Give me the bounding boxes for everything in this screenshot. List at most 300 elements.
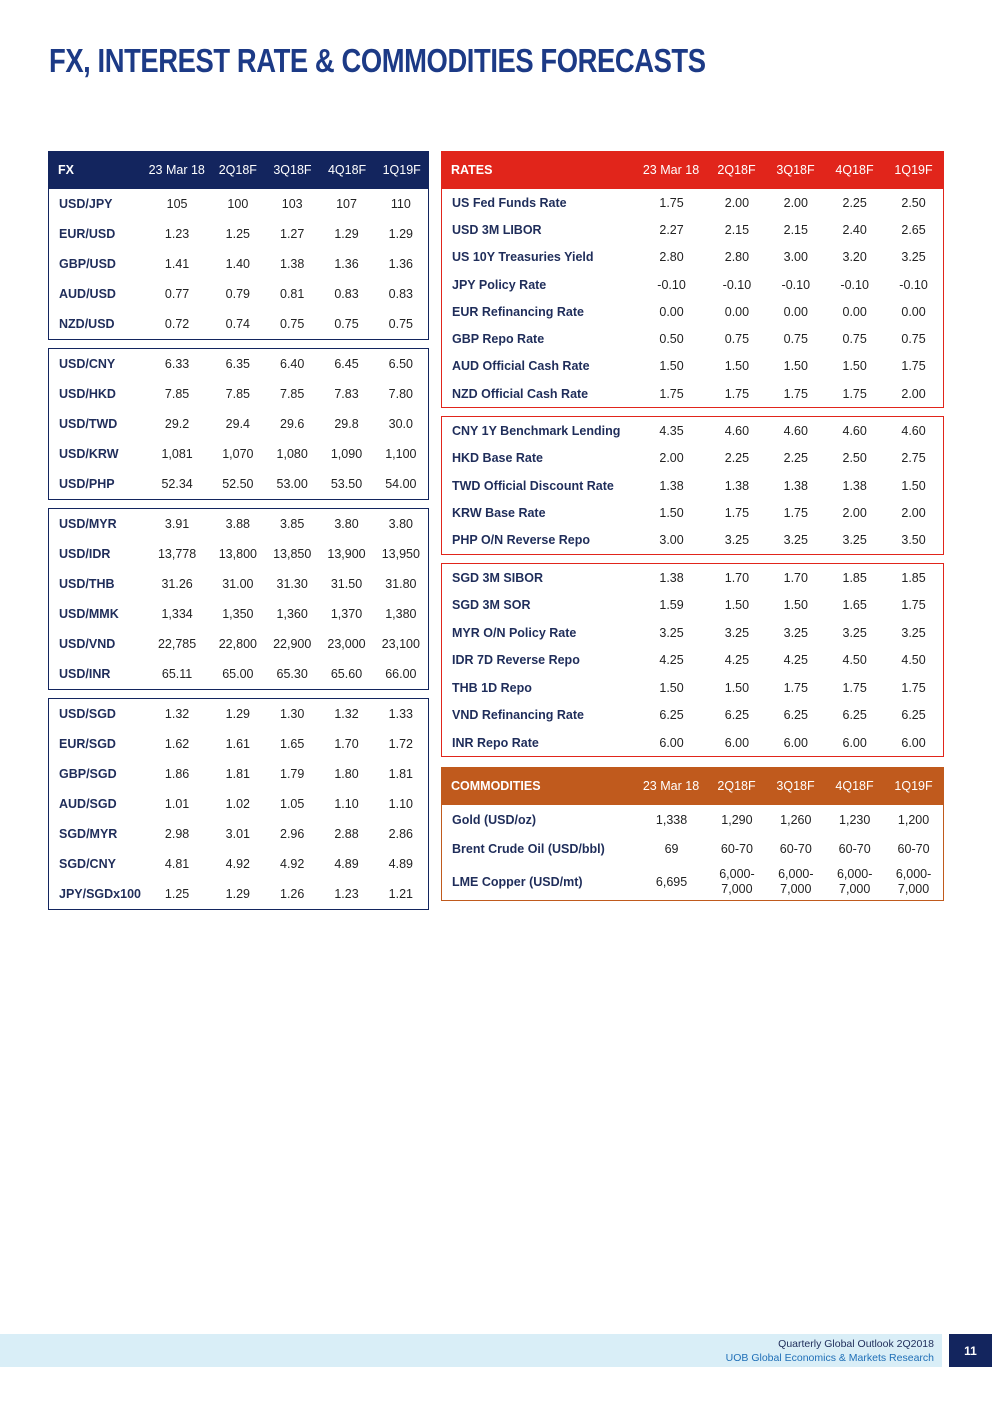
table-row	[49, 349, 428, 379]
cell-value: 1.50	[659, 505, 684, 520]
cell-value: 6.25	[659, 708, 684, 723]
cell-value: 1.36	[334, 257, 359, 271]
cell-value: 1.29	[225, 887, 251, 901]
cell-value: 1.50	[783, 359, 808, 374]
cell-value: 1,070	[222, 447, 254, 461]
cell-value: 6,000- 7,000	[778, 866, 814, 896]
row-label: KRW Base Rate	[452, 505, 546, 520]
cell-value: 4.60	[901, 424, 926, 439]
cell-value: 0.75	[334, 317, 359, 331]
rates-group	[441, 189, 944, 408]
row-label: AUD/SGD	[59, 797, 117, 811]
cell-value: 1.27	[280, 227, 305, 241]
cell-value: 29.8	[334, 417, 359, 431]
cell-value: 1.75	[901, 359, 926, 374]
header-column: 1Q19F	[894, 779, 933, 793]
cell-value: 53.00	[276, 477, 308, 491]
cell-value: 1.62	[164, 737, 190, 751]
cell-value: 1.75	[724, 505, 750, 520]
cell-value: 4.25	[783, 653, 808, 668]
table-row	[49, 189, 428, 219]
row-label: JPY Policy Rate	[452, 277, 547, 292]
cell-value: 3.25	[724, 533, 750, 548]
table-row	[442, 472, 943, 499]
cell-value: 3.25	[842, 533, 867, 548]
cell-value: 3.80	[388, 517, 413, 531]
table-row	[49, 509, 428, 539]
cell-value: 3.25	[842, 625, 867, 640]
row-label: EUR Refinancing Rate	[452, 304, 584, 319]
cell-value: 1.79	[280, 767, 305, 781]
cell-value: 1.75	[783, 505, 808, 520]
cell-value: 2.25	[783, 451, 808, 466]
cell-value: 1.81	[388, 767, 413, 781]
cell-value: 0.74	[225, 317, 251, 331]
row-label: PHP O/N Reverse Repo	[452, 533, 591, 548]
cell-value: 4.25	[724, 653, 750, 668]
cell-value: 1.38	[724, 478, 750, 493]
cell-value: -0.10	[657, 277, 686, 292]
cell-value: 2.80	[659, 250, 684, 265]
cell-value: 3.25	[724, 625, 750, 640]
cell-value: 1,081	[161, 447, 193, 461]
cell-value: 6.25	[783, 708, 808, 723]
cell-value: 2.65	[901, 222, 926, 237]
row-label: USD/TWD	[59, 417, 118, 431]
cell-value: 1,200	[897, 812, 930, 827]
header-label: RATES	[451, 163, 493, 177]
cell-value: 6.00	[724, 735, 750, 750]
table-row	[49, 279, 428, 309]
row-label: USD/PHP	[59, 477, 115, 491]
cell-value: 3.88	[225, 517, 251, 531]
cell-value: -0.10	[722, 277, 752, 292]
cell-value: 1,350	[222, 607, 254, 621]
cell-value: 13,900	[327, 547, 366, 561]
cell-value: 6.45	[334, 357, 359, 371]
cell-value: 6.25	[842, 708, 867, 723]
cell-value: 6.40	[280, 357, 305, 371]
cell-value: 7.80	[388, 387, 413, 401]
cell-value: 1.02	[225, 797, 251, 811]
cell-value: 0.00	[724, 304, 750, 319]
cell-value: 30.0	[388, 417, 413, 431]
cell-value: 31.30	[276, 577, 308, 591]
table-row	[442, 353, 943, 380]
cell-value: 2.27	[659, 222, 684, 237]
table-row	[49, 539, 428, 569]
table-row	[442, 863, 943, 900]
cell-value: 1.29	[225, 707, 251, 721]
row-label: USD/THB	[59, 577, 115, 591]
rates-header	[441, 151, 944, 189]
cell-value: 0.00	[901, 304, 926, 319]
cell-value: 1.75	[842, 680, 867, 695]
cell-value: 31.00	[222, 577, 254, 591]
table-row	[49, 219, 428, 249]
cell-value: 1.50	[659, 359, 684, 374]
row-label: US Fed Funds Rate	[452, 195, 567, 210]
cell-value: 65.30	[276, 667, 308, 681]
cell-value: 4.60	[783, 424, 808, 439]
cell-value: 100	[227, 197, 249, 211]
row-label: EUR/USD	[59, 227, 116, 241]
cell-value: 6.00	[901, 735, 926, 750]
cell-value: 2.75	[901, 451, 926, 466]
cell-value: 1.86	[164, 767, 190, 781]
cell-value: 4.60	[842, 424, 867, 439]
table-row	[442, 564, 943, 592]
row-label: CNY 1Y Benchmark Lending	[452, 424, 621, 439]
cell-value: 1.23	[164, 227, 190, 241]
row-label: SGD/MYR	[59, 827, 118, 841]
cell-value: 105	[166, 197, 188, 211]
table-row	[442, 271, 943, 298]
header-column: 23 Mar 18	[642, 779, 700, 793]
cell-value: 1.65	[280, 737, 305, 751]
cell-value: 1.38	[659, 570, 684, 585]
cell-value: 1.70	[334, 737, 359, 751]
cell-value: 3.25	[901, 250, 926, 265]
table-row	[49, 759, 428, 789]
cell-value: 4.81	[164, 857, 190, 871]
cell-value: 4.60	[724, 424, 750, 439]
cell-value: 0.77	[164, 287, 190, 301]
table-row	[442, 805, 943, 834]
cell-value: 3.25	[783, 533, 808, 548]
row-label: LME Copper (USD/mt)	[452, 874, 583, 889]
cell-value: 6.50	[388, 357, 413, 371]
cell-value: 60-70	[779, 841, 812, 856]
header-column: 23 Mar 18	[642, 163, 700, 177]
cell-value: 22,785	[157, 637, 197, 651]
cell-value: 2.15	[724, 222, 750, 237]
cell-value: 1,334	[161, 607, 193, 621]
row-label: USD/KRW	[59, 447, 119, 461]
cell-value: 66.00	[385, 667, 417, 681]
cell-value: 1.81	[225, 767, 251, 781]
cell-value: 1.26	[280, 887, 305, 901]
cell-value: 1.75	[724, 386, 750, 401]
table-row	[442, 445, 943, 472]
cell-value: 3.91	[164, 517, 190, 531]
header-column: 4Q18F	[327, 163, 367, 177]
cell-value: 1.59	[659, 598, 684, 613]
table-row	[49, 569, 428, 599]
row-label: USD/MYR	[59, 517, 117, 531]
header-column: 3Q18F	[273, 163, 312, 177]
table-row	[442, 674, 943, 702]
cell-value: 1.29	[334, 227, 359, 241]
table-row	[49, 409, 428, 439]
cell-value: 4.50	[842, 653, 867, 668]
cell-value: 1.85	[842, 570, 867, 585]
cell-value: 1.05	[280, 797, 305, 811]
cell-value: 1,290	[721, 812, 753, 827]
cell-value: 2.00	[901, 386, 926, 401]
table-row	[49, 629, 428, 659]
cell-value: 1.23	[334, 887, 359, 901]
cell-value: 1.10	[388, 797, 413, 811]
header-column: 4Q18F	[835, 779, 874, 793]
cell-value: 1.32	[164, 707, 190, 721]
cell-value: 2.50	[842, 451, 867, 466]
table-row	[49, 379, 428, 409]
table-row	[49, 699, 428, 729]
header-column: 2Q18F	[717, 779, 756, 793]
cell-value: 0.75	[388, 317, 413, 331]
cell-value: 6.33	[164, 357, 190, 371]
cell-value: 4.89	[334, 857, 359, 871]
cell-value: 29.2	[164, 417, 190, 431]
footer-department: UOB Global Economics & Markets Research	[725, 1352, 934, 1364]
row-label: USD/MMK	[59, 607, 119, 621]
table-row	[442, 380, 943, 407]
cell-value: 2.00	[724, 195, 750, 210]
cell-value: 2.80	[724, 250, 750, 265]
row-label: THB 1D Repo	[452, 680, 532, 695]
cell-value: 22,800	[218, 637, 257, 651]
cell-value: 1.25	[225, 227, 251, 241]
cell-value: 3.00	[783, 250, 808, 265]
header-column: 3Q18F	[776, 779, 815, 793]
cell-value: 0.83	[388, 287, 413, 301]
cell-value: 65.11	[161, 667, 193, 681]
cell-value: 1.38	[783, 478, 808, 493]
cell-value: 0.79	[225, 287, 251, 301]
cell-value: 0.75	[901, 332, 926, 347]
cell-value: 0.00	[783, 304, 808, 319]
cell-value: 1,338	[655, 812, 688, 827]
cell-value: 110	[390, 197, 411, 211]
cell-value: 3.01	[225, 827, 251, 841]
cell-value: 1.75	[901, 598, 926, 613]
cell-value: 1.50	[724, 680, 750, 695]
cell-value: 1.75	[659, 386, 684, 401]
table-row	[49, 439, 428, 469]
cell-value: 1.50	[842, 359, 867, 374]
row-label: SGD 3M SOR	[452, 598, 531, 613]
commodities-header	[441, 767, 944, 805]
row-label: IDR 7D Reverse Repo	[452, 653, 580, 668]
cell-value: 1.38	[659, 478, 684, 493]
cell-value: 31.26	[161, 577, 193, 591]
cell-value: 1.38	[842, 478, 867, 493]
cell-value: 6,000- 7,000	[719, 866, 755, 896]
cell-value: 1.70	[724, 570, 750, 585]
cell-value: 2.00	[842, 505, 867, 520]
table-row	[442, 417, 943, 444]
page-number: 11	[949, 1334, 992, 1367]
cell-value: 1,380	[385, 607, 417, 621]
cell-value: 1,260	[780, 812, 812, 827]
cell-value: 1.40	[225, 257, 251, 271]
row-label: GBP/SGD	[59, 767, 117, 781]
row-label: USD 3M LIBOR	[452, 222, 542, 237]
header-column: 1Q19F	[894, 163, 933, 177]
cell-value: 3.25	[901, 625, 926, 640]
table-row	[49, 879, 428, 909]
cell-value: 3.85	[280, 517, 305, 531]
table-row	[49, 819, 428, 849]
cell-value: 1.33	[388, 707, 413, 721]
cell-value: 4.50	[901, 653, 926, 668]
fx-group	[48, 698, 429, 910]
row-label: VND Refinancing Rate	[452, 708, 584, 723]
cell-value: 3.25	[659, 625, 684, 640]
cell-value: 2.25	[842, 195, 867, 210]
cell-value: 103	[281, 197, 303, 211]
cell-value: 107	[336, 197, 357, 211]
rates-group	[441, 563, 944, 758]
cell-value: 1.01	[164, 797, 190, 811]
row-label: SGD/CNY	[59, 857, 116, 871]
cell-value: 7.85	[280, 387, 305, 401]
cell-value: 2.86	[388, 827, 413, 841]
header-column: 2Q18F	[218, 163, 257, 177]
table-row	[49, 789, 428, 819]
cell-value: 1.50	[901, 478, 926, 493]
cell-value: 0.75	[280, 317, 305, 331]
table-row	[442, 646, 943, 674]
table-row	[49, 729, 428, 759]
table-row	[442, 499, 943, 526]
row-label: SGD 3M SIBOR	[452, 570, 543, 585]
row-label: GBP/USD	[59, 257, 116, 271]
header-label: COMMODITIES	[451, 779, 541, 793]
cell-value: 1.30	[280, 707, 305, 721]
row-label: MYR O/N Policy Rate	[452, 625, 577, 640]
cell-value: 1,360	[276, 607, 308, 621]
cell-value: 4.92	[280, 857, 305, 871]
cell-value: 1,090	[330, 447, 363, 461]
cell-value: 1.38	[280, 257, 305, 271]
header-label: FX	[58, 163, 74, 177]
page-title: FX, INTEREST RATE & COMMODITIES FORECASTS	[49, 42, 706, 79]
cell-value: 1,230	[839, 812, 871, 827]
rates-table	[441, 151, 944, 765]
cell-value: 29.6	[280, 417, 305, 431]
row-label: USD/CNY	[59, 357, 116, 371]
commodities-group	[441, 805, 944, 901]
cell-value: 65.60	[330, 667, 363, 681]
row-label: AUD Official Cash Rate	[452, 359, 590, 374]
cell-value: 3.25	[783, 625, 808, 640]
cell-value: 1.41	[164, 257, 190, 271]
cell-value: 1.25	[164, 887, 190, 901]
cell-value: 1.32	[334, 707, 359, 721]
fx-header	[48, 151, 429, 189]
cell-value: 1.10	[334, 797, 359, 811]
cell-value: 4.35	[659, 424, 684, 439]
cell-value: 0.50	[659, 332, 684, 347]
cell-value: 52.50	[222, 477, 254, 491]
table-row	[442, 216, 943, 243]
cell-value: 2.25	[724, 451, 750, 466]
cell-value: 23,100	[381, 637, 420, 651]
header-column: 3Q18F	[776, 163, 815, 177]
row-label: TWD Official Discount Rate	[452, 478, 614, 493]
row-label: US 10Y Treasuries Yield	[452, 250, 594, 265]
cell-value: 2.00	[901, 505, 926, 520]
cell-value: 0.75	[724, 332, 750, 347]
row-label: NZD Official Cash Rate	[452, 386, 589, 401]
cell-value: 29.4	[225, 417, 251, 431]
cell-value: 7.85	[164, 387, 190, 401]
cell-value: 4.25	[659, 653, 684, 668]
cell-value: 65.00	[222, 667, 254, 681]
footer-bar	[0, 1334, 942, 1367]
cell-value: 60-70	[897, 841, 930, 856]
table-row	[442, 325, 943, 352]
cell-value: 6.00	[659, 735, 684, 750]
row-label: USD/INR	[59, 667, 111, 681]
cell-value: 2.15	[783, 222, 808, 237]
cell-value: 13,850	[273, 547, 312, 561]
table-row	[49, 599, 428, 629]
cell-value: 1.50	[724, 359, 750, 374]
table-row	[442, 298, 943, 325]
table-row	[49, 309, 428, 339]
cell-value: 1,080	[276, 447, 308, 461]
cell-value: 1.75	[783, 680, 808, 695]
table-row	[442, 701, 943, 729]
cell-value: 52.34	[161, 477, 193, 491]
cell-value: 1.61	[225, 737, 251, 751]
table-row	[442, 834, 943, 863]
cell-value: 0.83	[334, 287, 359, 301]
cell-value: 7.85	[225, 387, 251, 401]
cell-value: 1.50	[783, 598, 808, 613]
table-row	[442, 729, 943, 757]
row-label: JPY/SGDx100	[59, 887, 141, 901]
cell-value: 3.50	[901, 533, 926, 548]
cell-value: 6.35	[225, 357, 251, 371]
cell-value: 2.00	[659, 451, 684, 466]
cell-value: 2.88	[334, 827, 359, 841]
cell-value: 22,900	[273, 637, 312, 651]
cell-value: 3.80	[334, 517, 359, 531]
cell-value: 13,800	[218, 547, 257, 561]
cell-value: 1.75	[901, 680, 926, 695]
cell-value: 3.20	[842, 250, 867, 265]
cell-value: 1.65	[842, 598, 867, 613]
cell-value: 0.75	[783, 332, 808, 347]
cell-value: 6.00	[842, 735, 867, 750]
cell-value: 6,000- 7,000	[836, 866, 873, 896]
row-label: USD/SGD	[59, 707, 116, 721]
cell-value: -0.10	[781, 277, 811, 292]
cell-value: 2.98	[164, 827, 190, 841]
header-column: 4Q18F	[835, 163, 874, 177]
cell-value: 0.00	[842, 304, 867, 319]
cell-value: 0.72	[164, 317, 190, 331]
cell-value: 1.75	[659, 195, 684, 210]
row-label: USD/VND	[59, 637, 116, 651]
fx-group	[48, 348, 429, 500]
cell-value: 4.89	[388, 857, 413, 871]
table-row	[442, 527, 943, 554]
cell-value: -0.10	[899, 277, 928, 292]
cell-value: 1,370	[330, 607, 363, 621]
cell-value: 1.50	[659, 680, 684, 695]
row-label: USD/HKD	[59, 387, 116, 401]
row-label: EUR/SGD	[59, 737, 116, 751]
cell-value: 1.75	[842, 386, 867, 401]
table-row	[442, 619, 943, 647]
cell-value: 1.70	[783, 570, 808, 585]
cell-value: 6.00	[783, 735, 808, 750]
